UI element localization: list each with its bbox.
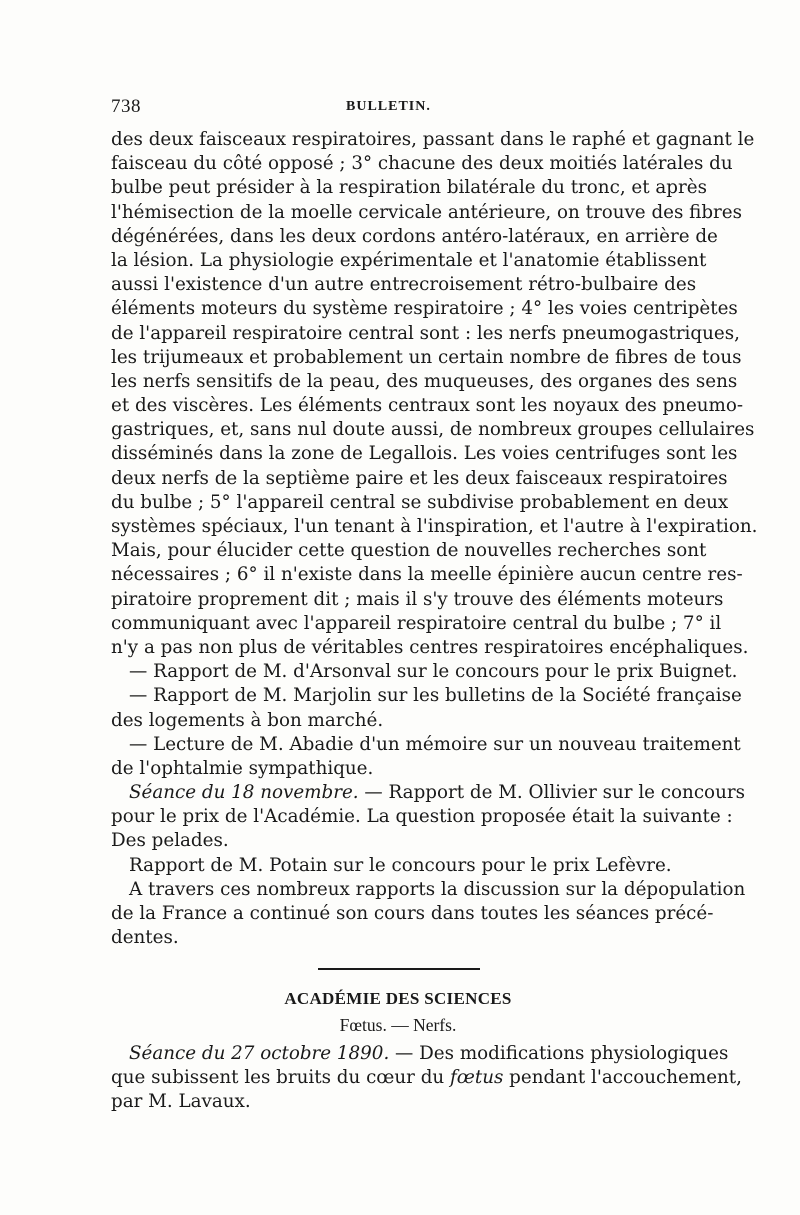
text-line: dentes. <box>111 927 179 949</box>
text-line: du bulbe ; 5° l'appareil central se subdivise probablement en deux <box>111 491 729 513</box>
text-line: A travers ces nombreux rapports la discussion sur la dépopulation <box>129 878 746 900</box>
text-line: et des viscères. Les éléments centraux sont les noyaux des pneumo- <box>111 395 744 417</box>
text-run: — Rapport de M. Ollivier sur le concours <box>358 782 745 804</box>
section-heading: ACADÉMIE DES SCIENCES <box>284 989 512 1008</box>
session-date: Séance du 18 novembre. <box>129 782 359 804</box>
page-header <box>111 96 686 124</box>
text-line: communiquant avec l'appareil respiratoire central du bulbe ; 7° il <box>111 612 722 634</box>
text-line: de l'appareil respiratoire central sont : les nerfs pneumogastriques, <box>111 322 740 344</box>
text-line: des logements à bon marché. <box>111 709 384 731</box>
text-line: de l'ophtalmie sympathique. <box>111 757 374 779</box>
text-run: que subissent les bruits du cœur du <box>111 1067 450 1089</box>
text-line: — Lecture de M. Abadie d'un mémoire sur un nouveau traitement <box>129 733 741 755</box>
text-run: — Des modifications physiologiques <box>389 1043 729 1064</box>
text-line: faisceau du côté opposé ; 3° chacune des deux moitiés latérales du <box>111 153 733 175</box>
text-line: nécessaires ; 6° il n'existe dans la meelle épinière aucun centre res- <box>111 564 743 586</box>
text-line: bulbe peut présider à la respiration bilatérale du tronc, et après <box>111 177 707 199</box>
text-line: Des pelades. <box>111 830 229 852</box>
text-line <box>111 781 745 805</box>
emphasis: fœtus <box>450 1067 504 1089</box>
section-subheading: Fœtus. — Nerfs. <box>339 1015 457 1035</box>
text-line: deux nerfs de la septième paire et les deux faisceaux respiratoires <box>111 467 728 489</box>
text-line: systèmes spéciaux, l'un tenant à l'inspiration, et l'autre à l'expiration. <box>111 516 758 537</box>
page-number: 738 <box>111 96 141 117</box>
text-line: par M. Lavaux. <box>111 1091 251 1113</box>
body-text <box>111 128 758 950</box>
text-line: l'hémisection de la moelle cervicale antérieure, on trouve des fibres <box>111 201 742 223</box>
session-date: Séance du 27 octobre 1890. <box>129 1043 390 1064</box>
text-line: gastriques, et, sans nul doute aussi, de nombreux groupes cellulaires <box>111 419 755 441</box>
text-line: les trijumeaux et probablement un certain nombre de fibres de tous <box>111 346 742 368</box>
text-line: éléments moteurs du système respiratoire ; 4° les voies centripètes <box>111 298 738 320</box>
text-run: pendant l'accouchement, <box>503 1067 742 1089</box>
text-line: des deux faisceaux respiratoires, passant dans le raphé et gagnant le <box>111 129 755 150</box>
text-line: — Rapport de M. d'Arsonval sur le concours pour le prix Buignet. <box>129 661 738 683</box>
text-line: — Rapport de M. Marjolin sur les bulletins de la Société française <box>129 685 742 707</box>
text-line: Mais, pour élucider cette question de nouvelles recherches sont <box>111 540 707 562</box>
text-line: n'y a pas non plus de véritables centres respiratoires encéphaliques. <box>111 636 749 658</box>
text-line: les nerfs sensitifs de la peau, des muqueuses, des organes des sens <box>111 370 738 392</box>
text-line: aussi l'existence d'un autre entrecroisement rétro-bulbaire des <box>111 274 697 296</box>
text-line: de la France a continué son cours dans toutes les séances précé- <box>111 903 714 924</box>
text-line: pour le prix de l'Académie. La question proposée était la suivante : <box>111 806 733 828</box>
text-line <box>111 1066 742 1090</box>
text-line: Rapport de M. Potain sur le concours pour le prix Lefèvre. <box>129 854 672 876</box>
text-line: disséminés dans la zone de Legallois. Les voies centrifuges sont les <box>111 443 738 465</box>
section-body <box>111 1042 742 1115</box>
text-line: la lésion. La physiologie expérimentale et l'anatomie établissent <box>111 249 707 271</box>
section-divider <box>318 968 480 970</box>
text-line: dégénérées, dans les deux cordons antéro-latéraux, en arrière de <box>111 225 718 247</box>
text-line: piratoire proprement dit ; mais il s'y trouve des éléments moteurs <box>111 588 724 610</box>
running-title: BULLETIN. <box>346 99 431 114</box>
text-line <box>111 1042 729 1066</box>
